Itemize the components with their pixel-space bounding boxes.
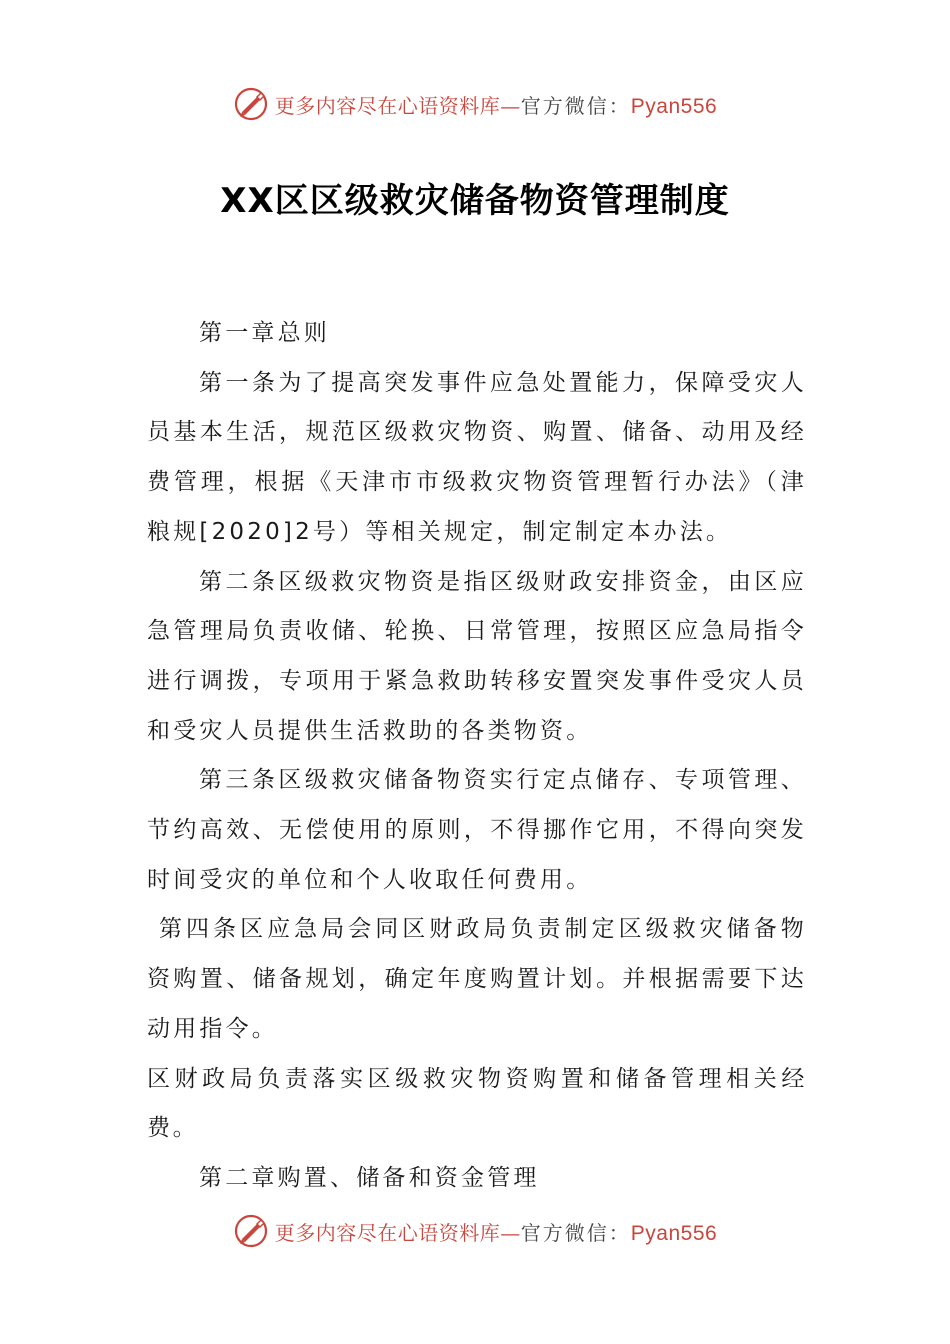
article-3: 第三条区级救灾储备物资实行定点储存、专项管理、节约高效、无偿使用的原则，不得挪作它用，不得向突发时间受灾的单位和个人收取任何费用。 <box>147 767 807 893</box>
document-title: XX区区级救灾储备物资管理制度 <box>220 181 730 221</box>
article-4: 第四条区应急局会同区财政局负责制定区级救灾储备物资购置、储备规划，确定年度购置计划。并根据需要下达动用指令。 <box>147 916 807 1042</box>
pen-logo-icon <box>233 1213 269 1249</box>
header-watermark <box>0 82 950 126</box>
watermark-wechat-id: Pyan556 <box>630 1221 718 1245</box>
pen-logo-icon <box>233 86 269 122</box>
chapter-heading-1: 第一章总则 <box>199 320 330 346</box>
watermark-text <box>275 90 717 119</box>
watermark-dash: — <box>500 93 521 118</box>
watermark-dash: — <box>500 1220 521 1245</box>
watermark-wechat-id: Pyan556 <box>630 94 718 118</box>
footer-watermark <box>0 1209 950 1253</box>
watermark-brand: 更多内容尽在心语资料库 <box>274 93 501 118</box>
article-1: 第一条为了提高突发事件应急处置能力，保障受灾人员基本生活，规范区级救灾物资、购置、储备、动用及经费管理，根据《天津市市级救灾物资管理暂行办法》（津粮规[2020]2号）等相关规定，制定制定本办法。 <box>147 369 807 545</box>
watermark-brand: 更多内容尽在心语资料库 <box>274 1220 501 1245</box>
watermark-official: 官方微信： <box>520 93 631 118</box>
document-body <box>147 309 807 1204</box>
watermark-text <box>275 1217 717 1246</box>
finance-bureau-paragraph: 区财政局负责落实区级救灾物资购置和储备管理相关经费。 <box>147 1065 807 1142</box>
chapter-heading-2: 第二章购置、储备和资金管理 <box>199 1164 540 1191</box>
watermark-official: 官方微信： <box>520 1220 631 1245</box>
article-2: 第二条区级救灾物资是指区级财政安排资金，由区应急管理局负责收储、轮换、日常管理，按照区应急局指令进行调拨，专项用于紧急救助转移安置突发事件受灾人员和受灾人员提供生活救助的各类物资。 <box>147 568 807 744</box>
